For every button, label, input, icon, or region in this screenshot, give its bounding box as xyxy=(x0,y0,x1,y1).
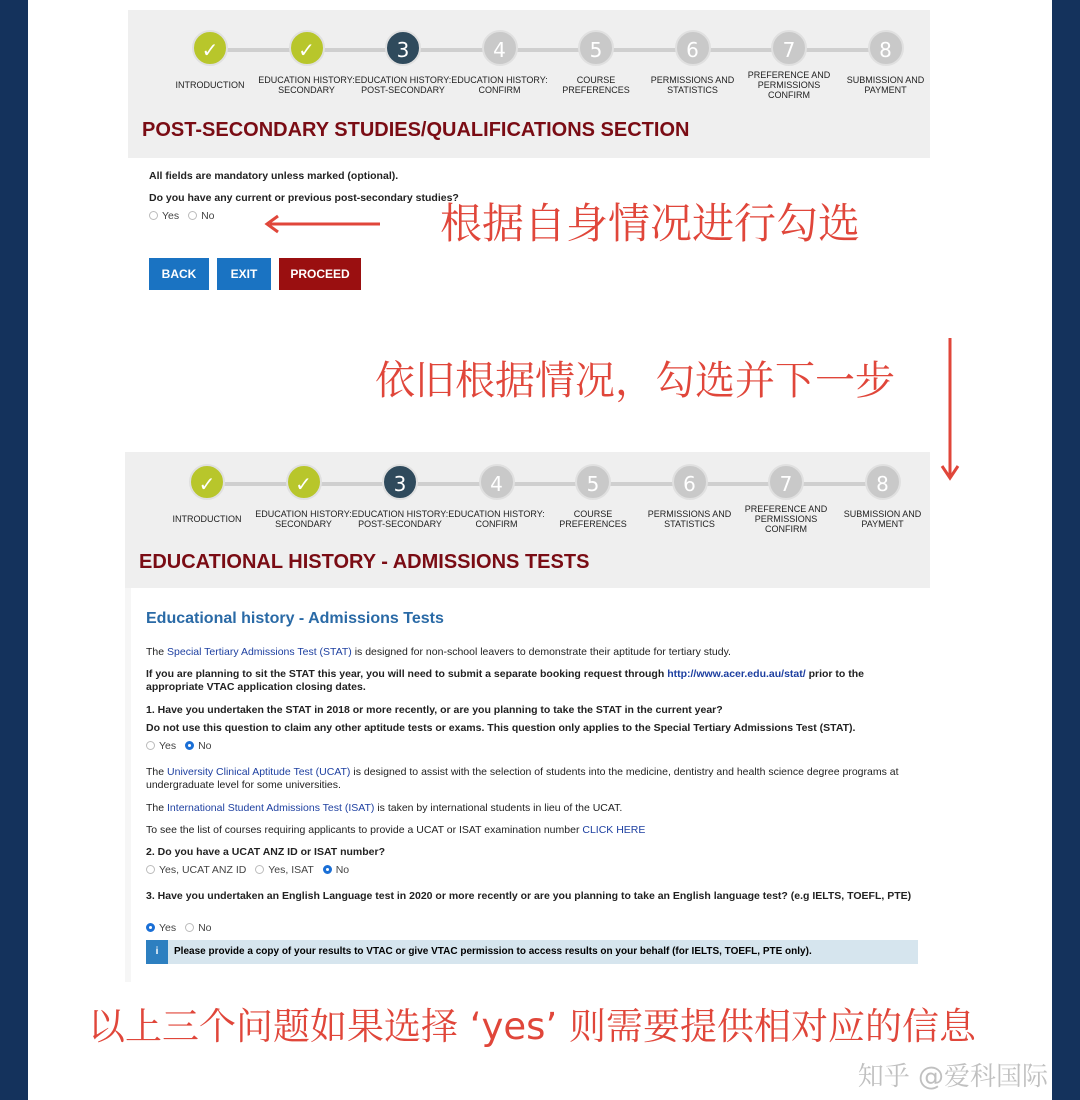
step-label: PERMISSIONS AND STATISTICS xyxy=(650,75,735,95)
step-circle: 3 xyxy=(382,464,418,500)
question-1-note: Do not use this question to claim any other aptitude tests or exams. This question only applies to the Special Tertiary Admissions Test (STAT). xyxy=(146,722,856,734)
info-banner xyxy=(146,940,918,964)
progress-step xyxy=(836,30,936,100)
step-label: PREFERENCE AND PERMISSIONS CONFIRM xyxy=(744,504,828,534)
step-circle: 4 xyxy=(479,464,515,500)
progress-header xyxy=(125,452,930,588)
progress-step xyxy=(254,464,354,534)
step-label: SUBMISSION AND PAYMENT xyxy=(843,509,922,529)
no-label: No xyxy=(201,210,215,222)
step-label: PERMISSIONS AND STATISTICS xyxy=(647,509,732,529)
isat-link[interactable]: International Student Admissions Test (ISAT) xyxy=(167,802,375,814)
isat-intro: The International Student Admissions Test (ISAT) is taken by international students in lieu of the UCAT. xyxy=(146,802,623,814)
q2-no-radio[interactable] xyxy=(323,865,332,874)
annotation-next: 依旧根据情况，勾选并下一步 xyxy=(375,358,895,404)
step-label: EDUCATION HISTORY: POST-SECONDARY xyxy=(354,75,452,95)
radio-group xyxy=(149,210,221,223)
left-border xyxy=(0,0,28,1100)
ucat-link[interactable]: University Clinical Aptitude Test (UCAT) xyxy=(167,766,351,778)
q3-no-label: No xyxy=(198,922,212,934)
click-here-link[interactable]: CLICK HERE xyxy=(582,824,646,836)
progress-step xyxy=(546,30,646,100)
ucat-intro: The University Clinical Aptitude Test (UCAT) is designed to assist with the selection of students into the medicine, dentistry and health science degree programs at undergraduate level for some universities. xyxy=(146,766,899,791)
progress-step xyxy=(353,30,453,100)
q2-ucat-radio[interactable] xyxy=(146,865,155,874)
progress-step xyxy=(447,464,547,534)
step-circle: ✓ xyxy=(192,30,228,66)
step-label: COURSE PREFERENCES xyxy=(562,75,630,95)
q2-no-label: No xyxy=(335,864,350,876)
stat-intro: The Special Tertiary Admissions Test (STAT) is designed for non-school leavers to demonstrate their aptitude for tertiary study. xyxy=(146,646,731,658)
step-circle: 8 xyxy=(865,464,901,500)
step-label: EDUCATION HISTORY: SECONDARY xyxy=(258,75,355,95)
progress-step xyxy=(160,30,260,100)
q1-radio-group xyxy=(146,740,918,753)
stat-link[interactable]: Special Tertiary Admissions Test (STAT) xyxy=(167,646,352,658)
step-circle: ✓ xyxy=(289,30,325,66)
step-circle: 4 xyxy=(482,30,518,66)
q3-radio-group xyxy=(146,922,918,935)
step-circle: 7 xyxy=(768,464,804,500)
stat-booking-note: If you are planning to sit the STAT this year, you will need to submit a separate booking request through http://www.acer.edu.au/stat/ prior to the appropriate VTAC application closing dates. xyxy=(146,668,864,693)
step-label: EDUCATION HISTORY: SECONDARY xyxy=(255,509,352,529)
step-circle: 7 xyxy=(771,30,807,66)
progress-step xyxy=(739,30,839,100)
q2-radio-group xyxy=(146,864,918,877)
mandatory-note: All fields are mandatory unless marked (optional). xyxy=(149,170,399,182)
yes-radio[interactable] xyxy=(149,211,158,220)
yes-label: Yes xyxy=(162,210,180,222)
no-radio[interactable] xyxy=(188,211,197,220)
course-list-note: To see the list of courses requiring applicants to provide a UCAT or ISAT examination number CLICK HERE xyxy=(146,824,646,836)
progress-step xyxy=(640,464,740,534)
step-label: EDUCATION HISTORY: CONFIRM xyxy=(451,75,548,95)
q2-isat-radio[interactable] xyxy=(255,865,264,874)
step-label: COURSE PREFERENCES xyxy=(559,509,627,529)
progress-step xyxy=(450,30,550,100)
exit-button[interactable]: EXIT xyxy=(217,258,271,290)
q1-no-label: No xyxy=(198,740,212,752)
question: Do you have any current or previous post-secondary studies? xyxy=(149,192,459,204)
post-secondary-panel xyxy=(128,10,930,312)
progress-steps xyxy=(128,18,930,108)
progress-step xyxy=(350,464,450,534)
right-border xyxy=(1052,0,1080,1100)
annotation-select: 根据自身情况进行勾选 xyxy=(440,199,861,248)
admissions-tests-panel xyxy=(125,452,930,982)
info-icon: i xyxy=(146,940,168,964)
q2-isat-label: Yes, ISAT xyxy=(268,864,314,876)
step-circle: 5 xyxy=(578,30,614,66)
question-2: 2. Do you have a UCAT ANZ ID or ISAT number? xyxy=(146,846,385,858)
q2-ucat-label: Yes, UCAT ANZ ID xyxy=(159,864,247,876)
progress-step xyxy=(736,464,836,534)
page-title: POST-SECONDARY STUDIES/QUALIFICATIONS SECTION xyxy=(142,119,690,141)
q3-no-radio[interactable] xyxy=(185,923,194,932)
step-label: INTRODUCTION xyxy=(172,514,242,524)
step-circle: 3 xyxy=(385,30,421,66)
step-circle: 6 xyxy=(672,464,708,500)
step-label: PREFERENCE AND PERMISSIONS CONFIRM xyxy=(747,70,831,100)
info-text: Please provide a copy of your results to VTAC or give VTAC permission to access results on your behalf (for IELTS, TOEFL, PTE only). xyxy=(174,946,812,957)
q3-yes-label: Yes xyxy=(159,922,177,934)
acer-link[interactable]: http://www.acer.edu.au/stat/ xyxy=(667,668,806,680)
step-circle: ✓ xyxy=(189,464,225,500)
q1-no-radio[interactable] xyxy=(185,741,194,750)
step-label: EDUCATION HISTORY: CONFIRM xyxy=(448,509,545,529)
annotation-yes-info: 以上三个问题如果选择 ‘yes’ 则需要提供相对应的信息 xyxy=(88,1005,976,1048)
step-circle: 8 xyxy=(868,30,904,66)
proceed-button[interactable]: PROCEED xyxy=(279,258,361,290)
progress-step xyxy=(157,464,257,534)
question-1: 1. Have you undertaken the STAT in 2018 or more recently, or are you planning to take the STAT in the current year? xyxy=(146,704,723,716)
step-label: SUBMISSION AND PAYMENT xyxy=(846,75,925,95)
section-heading: Educational history - Admissions Tests xyxy=(146,610,444,627)
step-circle: ✓ xyxy=(286,464,322,500)
step-label: EDUCATION HISTORY: POST-SECONDARY xyxy=(351,509,449,529)
step-label: INTRODUCTION xyxy=(175,80,245,90)
down-arrow-icon xyxy=(940,336,960,482)
progress-steps xyxy=(125,452,930,542)
page-title: EDUCATIONAL HISTORY - ADMISSIONS TESTS xyxy=(139,551,590,573)
step-circle: 6 xyxy=(675,30,711,66)
progress-step xyxy=(833,464,933,534)
progress-step xyxy=(543,464,643,534)
progress-step xyxy=(257,30,357,100)
q1-yes-label: Yes xyxy=(159,740,177,752)
watermark: 知乎 @爱科国际 xyxy=(857,1062,1048,1092)
q1-yes-radio[interactable] xyxy=(146,741,155,750)
progress-header xyxy=(128,10,930,158)
q3-yes-radio[interactable] xyxy=(146,923,155,932)
step-circle: 5 xyxy=(575,464,611,500)
progress-step xyxy=(643,30,743,100)
left-arrow-icon xyxy=(262,214,384,234)
question-3: 3. Have you undertaken an English Language test in 2020 or more recently or are you planning to take an English language test? (e.g IELTS, TOEFL, PTE) xyxy=(146,890,912,902)
back-button[interactable]: BACK xyxy=(149,258,209,290)
form-body xyxy=(131,588,930,982)
